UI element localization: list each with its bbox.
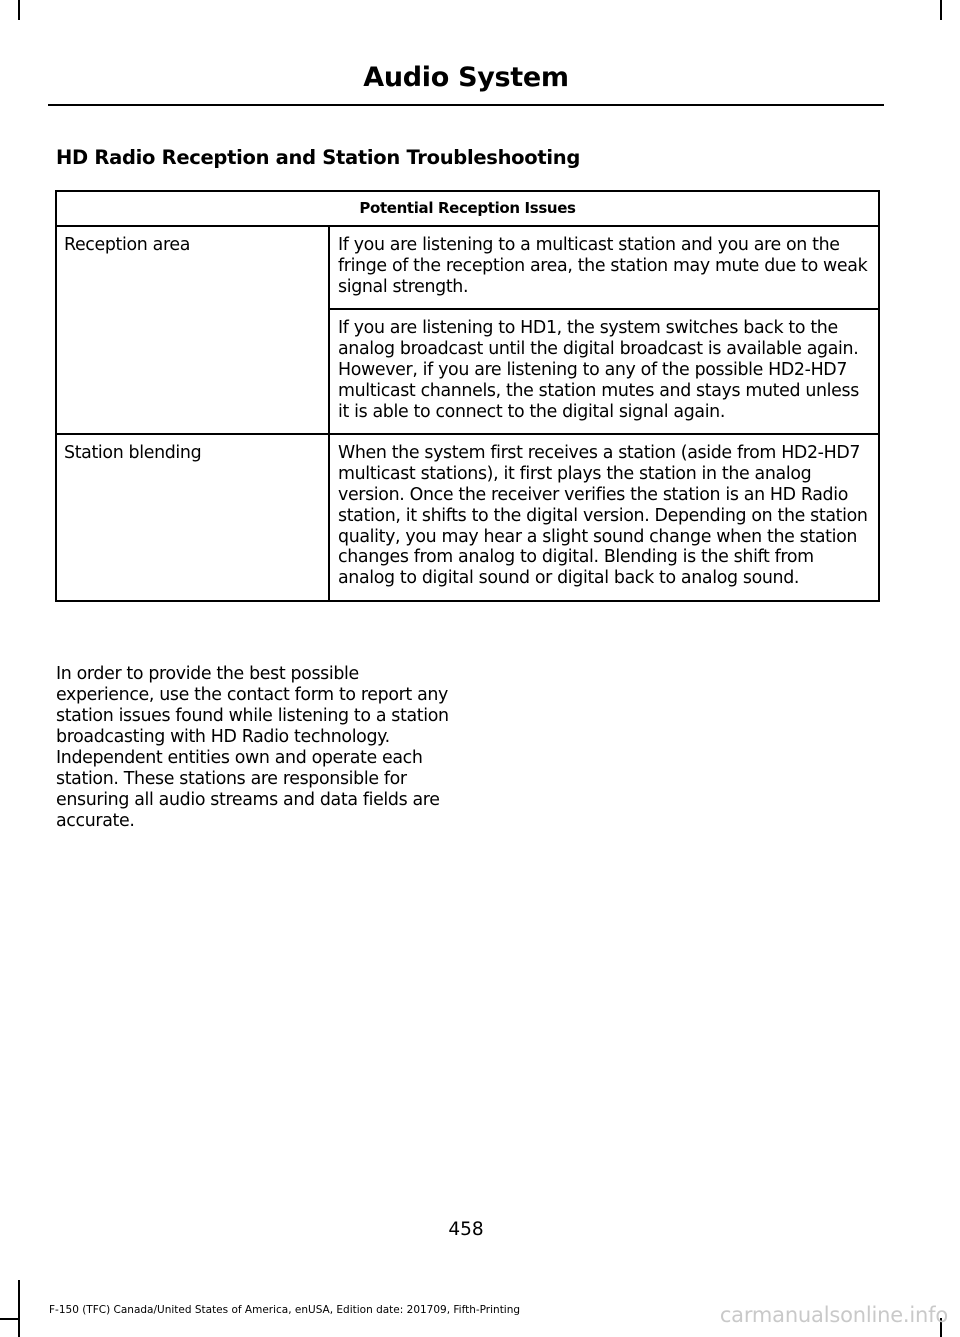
edition-footer: F-150 (TFC) Canada/United States of America, enUSA, Edition date: 201709, Fifth-Printing — [49, 1304, 521, 1316]
crop-mark-top-right-vertical — [940, 0, 942, 20]
section-heading: HD Radio Reception and Station Troubleshooting — [56, 146, 580, 169]
crop-mark-top-left-vertical — [18, 0, 20, 20]
issue-description: If you are listening to HD1, the system switches back to the analog broadcast until the digital broadcast is available again. However, if you are listening to any of the possible HD2-HD7 multicast channels, the station mutes and stays muted unless it is able to connect to the digital signal again. — [329, 309, 879, 434]
page-header-title: Audio System — [363, 62, 569, 93]
issue-description: When the system first receives a station (aside from HD2-HD7 multicast stations), it first plays the station in the analog version. Once the receiver verifies the station is an HD Radio station, it shifts to the digital version. Depending on the station quality, you may hear a slight sound change when the station changes from analog to digital. Blending is the shift from analog to digital sound or digital back to analog sound. — [329, 434, 879, 601]
table-header-row — [56, 191, 879, 226]
issue-category: Station blending — [56, 434, 329, 601]
body-paragraph: In order to provide the best possible experience, use the contact form to report any station issues found while listening to a station broadcasting with HD Radio technology. Independent entities own and operate each station. These stations are responsible for ensuring all audio streams and data fields are accurate. — [56, 664, 449, 831]
reception-issues-table — [55, 190, 880, 602]
issue-category: Reception area — [56, 226, 329, 434]
watermark: carmanualsonline.info — [719, 1303, 948, 1327]
header-rule — [48, 104, 884, 106]
crop-mark-bottom-left-vertical — [18, 1280, 20, 1337]
issue-description: If you are listening to a multicast station and you are on the fringe of the reception area, the station may mute due to weak signal strength. — [329, 226, 879, 309]
page-number: 458 — [448, 1219, 484, 1240]
table-caption: Potential Reception Issues — [56, 191, 879, 226]
crop-mark-bottom-left-horizontal — [0, 1318, 20, 1320]
table-row — [56, 434, 879, 601]
table-row — [56, 226, 879, 309]
